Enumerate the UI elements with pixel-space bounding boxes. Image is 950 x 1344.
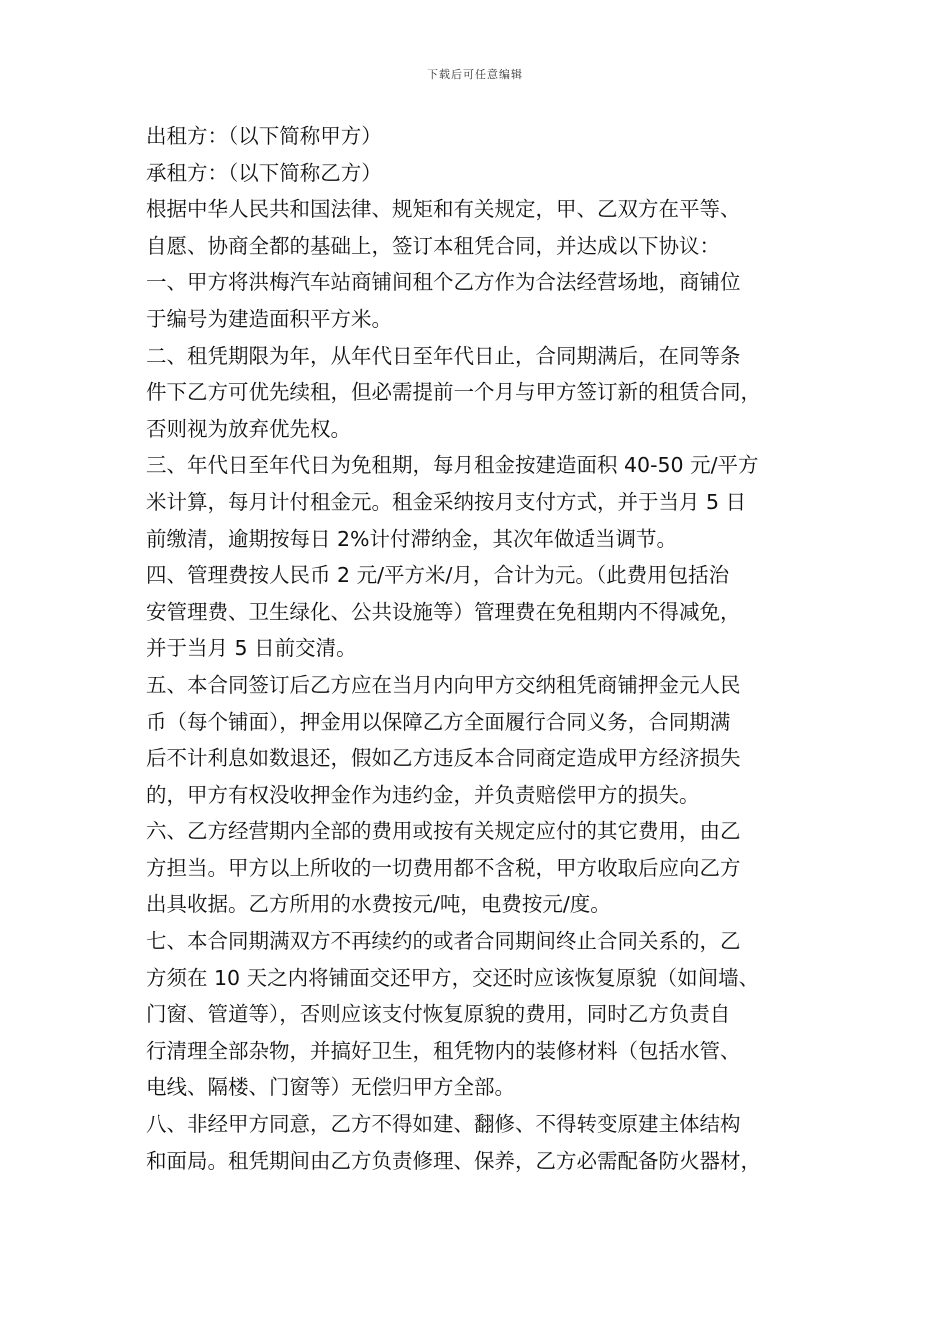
text-line: 和面局。租凭期间由乙方负责修理、保养，乙方必需配备防火器材， <box>146 1148 761 1173</box>
text-line: 三、年代日至年代日为免租期，每月租金按建造面积 40-50 元/平方 <box>146 453 759 478</box>
text-line: 承租方：（以下简称乙方） <box>146 160 382 185</box>
text-line: 安管理费、卫生绿化、公共设施等）管理费在免租期内不得减免， <box>146 599 741 624</box>
text-line: 八、非经甲方同意，乙方不得如建、翻修、不得转变原建主体结构 <box>146 1112 741 1137</box>
text-line: 六、乙方经营期内全部的费用或按有关规定应付的其它费用，由乙 <box>146 819 741 844</box>
text-line: 米计算，每月计付租金元。租金采纳按月支付方式，并于当月 5 日 <box>146 489 747 514</box>
text-line: 五、本合同签订后乙方应在当月内向甲方交纳租凭商铺押金元人民 <box>146 672 741 697</box>
text-line: 否则视为放弃优先权。 <box>146 416 351 441</box>
text-line: 件下乙方可优先续租，但必需提前一个月与甲方签订新的租赁合同， <box>146 380 761 405</box>
header-note: 下载后可任意编辑 <box>427 68 523 81</box>
text-line: 于编号为建造面积平方米。 <box>146 306 392 331</box>
text-line: 七、本合同期满双方不再续约的或者合同期间终止合同关系的，乙 <box>146 929 741 954</box>
text-line: 币（每个铺面），押金用以保障乙方全面履行合同义务，合同期满 <box>146 709 731 734</box>
text-line: 并于当月 5 日前交清。 <box>146 636 357 661</box>
text-line: 后不计利息如数退还，假如乙方违反本合同商定造成甲方经济损失 <box>146 746 741 771</box>
text-line: 的，甲方有权没收押金作为违约金，并负责赔偿甲方的损失。 <box>146 782 700 807</box>
text-line: 方须在 10 天之内将铺面交还甲方，交还时应该恢复原貌（如间墙、 <box>146 965 760 990</box>
text-line: 根据中华人民共和国法律、规矩和有关规定，甲、乙双方在平等、 <box>146 197 741 222</box>
contract-body <box>146 118 810 1179</box>
text-line: 方担当。甲方以上所收的一切费用都不含税，甲方收取后应向乙方 <box>146 855 741 880</box>
text-line: 四、管理费按人民币 2 元/平方米/月，合计为元。（此费用包括治 <box>146 563 730 588</box>
text-line: 出具收据。乙方所用的水费按元/吨，电费按元/度。 <box>146 892 611 917</box>
text-line: 自愿、协商全都的基础上，签订本租凭合同，并达成以下协议： <box>146 233 720 258</box>
text-line: 二、租凭期限为年，从年代日至年代日止，合同期满后，在同等条 <box>146 343 741 368</box>
text-line: 门窗、管道等），否则应该支付恢复原貌的费用，同时乙方负责自 <box>146 1002 731 1027</box>
text-line: 行清理全部杂物，并搞好卫生，租凭物内的装修材料（包括水管、 <box>146 1038 741 1063</box>
text-line: 前缴清，逾期按每日 2%计付滞纳金，其次年做适当调节。 <box>146 526 678 551</box>
text-line: 出租方：（以下简称甲方） <box>146 124 382 148</box>
text-line: 电线、隔楼、门窗等）无偿归甲方全部。 <box>146 1075 515 1100</box>
text-line: 一、甲方将洪梅汽车站商铺间租个乙方作为合法经营场地，商铺位 <box>146 270 741 295</box>
